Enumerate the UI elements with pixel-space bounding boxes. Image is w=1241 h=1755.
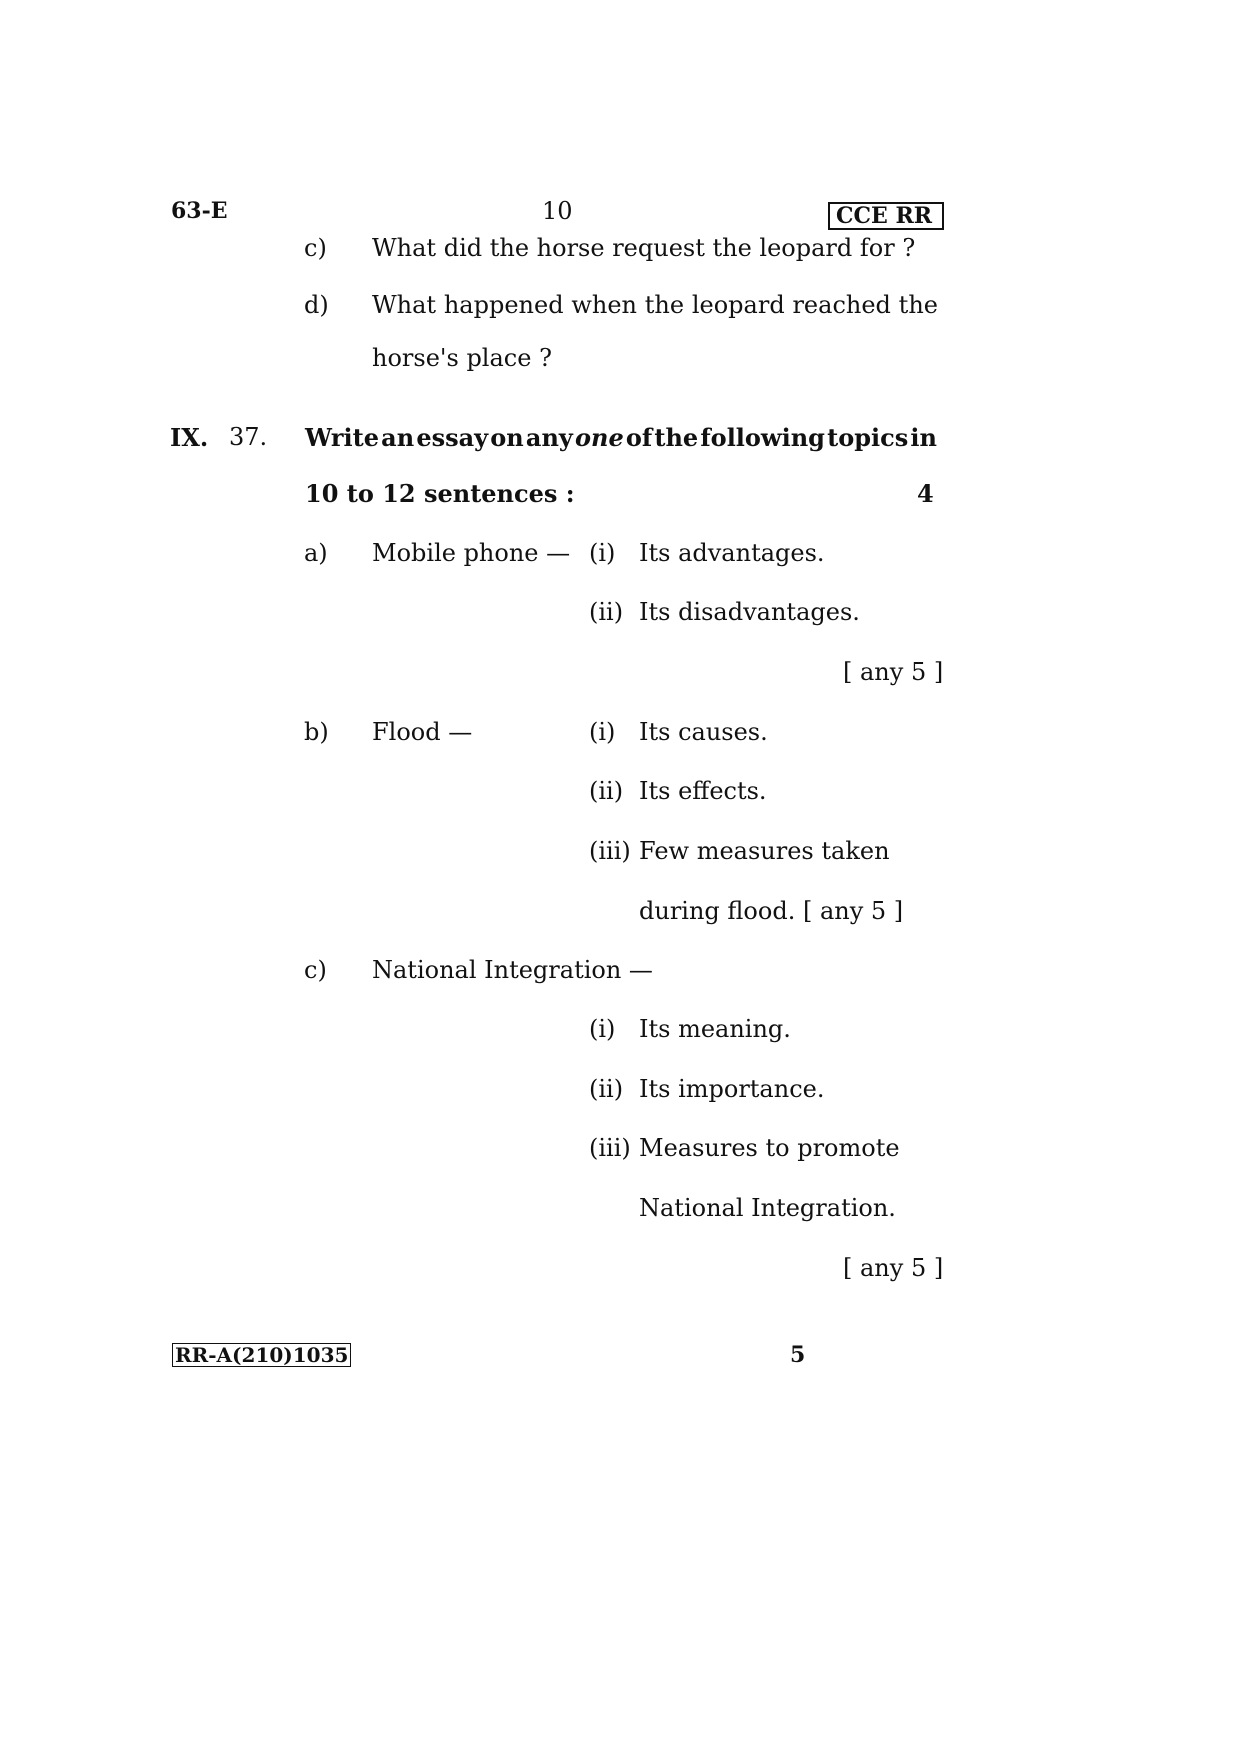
question-d-continuation: horse's place ? (372, 344, 552, 372)
instruction-word: the (654, 423, 699, 452)
page-number: 10 (542, 197, 573, 225)
topic-b-point-num: (iii) (589, 837, 631, 865)
instruction-word-emphasis: one (575, 423, 624, 452)
question-d-word: the (644, 291, 685, 319)
question-d-text (372, 291, 938, 319)
topic-b-point-text: Few measures taken (639, 837, 890, 865)
instruction-word: of (625, 423, 653, 452)
question-c-text: What did the horse request the leopard for ? (372, 234, 916, 262)
topic-c-note: [ any 5 ] (843, 1254, 944, 1282)
topic-c-point-text: Measures to promote (639, 1134, 900, 1162)
topic-b-point-continuation: during flood. [ any 5 ] (639, 897, 904, 925)
instruction-word: any (525, 423, 573, 452)
footer-number: 5 (790, 1342, 806, 1368)
question-d-word: What (372, 291, 437, 319)
question-number: 37. (229, 423, 268, 451)
topic-a-point-text: Its advantages. (639, 539, 825, 567)
topic-c-label: c) (304, 956, 327, 984)
header-code-right: CCE RR (828, 202, 944, 230)
topic-a-label: a) (304, 539, 328, 567)
instruction-word: essay (416, 423, 489, 452)
question-marks: 4 (917, 479, 934, 508)
topic-a-note: [ any 5 ] (843, 658, 944, 686)
topic-b-title: Flood — (372, 718, 473, 746)
topic-c-point-num: (i) (589, 1015, 616, 1043)
question-c-label: c) (304, 234, 327, 262)
topic-c-title: National Integration — (372, 956, 653, 984)
topic-a-point-num: (ii) (589, 598, 624, 626)
question-d-word: when (571, 291, 637, 319)
footer-code: RR-A(210)1035 (172, 1343, 351, 1367)
instruction-word: topics (827, 423, 909, 452)
topic-c-point-num: (ii) (589, 1075, 624, 1103)
instruction-word: in (910, 423, 937, 452)
topic-b-point-num: (i) (589, 718, 616, 746)
instruction-word: on (490, 423, 524, 452)
question-instruction-line2: 10 to 12 sentences : (305, 479, 575, 508)
topic-c-point-text: Its importance. (639, 1075, 825, 1103)
topic-b-point-text: Its effects. (639, 777, 767, 805)
topic-a-title: Mobile phone — (372, 539, 571, 567)
header-code-left: 63-E (171, 198, 228, 224)
instruction-word: Write (305, 423, 379, 452)
instruction-word: an (381, 423, 415, 452)
topic-a-point-text: Its disadvantages. (639, 598, 860, 626)
topic-a-point-num: (i) (589, 539, 616, 567)
topic-b-point-num: (ii) (589, 777, 624, 805)
question-d-word: leopard (691, 291, 785, 319)
topic-b-point-text: Its causes. (639, 718, 768, 746)
question-d-word: the (898, 291, 938, 319)
instruction-word: following (700, 423, 825, 452)
question-d-label: d) (304, 291, 329, 319)
topic-c-point-text: Its meaning. (639, 1015, 791, 1043)
section-roman: IX. (170, 423, 209, 452)
question-instruction (305, 423, 937, 452)
topic-c-point-num: (iii) (589, 1134, 631, 1162)
topic-b-label: b) (304, 718, 329, 746)
topic-c-point-continuation: National Integration. (639, 1194, 896, 1222)
question-d-word: reached (792, 291, 891, 319)
question-d-word: happened (443, 291, 564, 319)
